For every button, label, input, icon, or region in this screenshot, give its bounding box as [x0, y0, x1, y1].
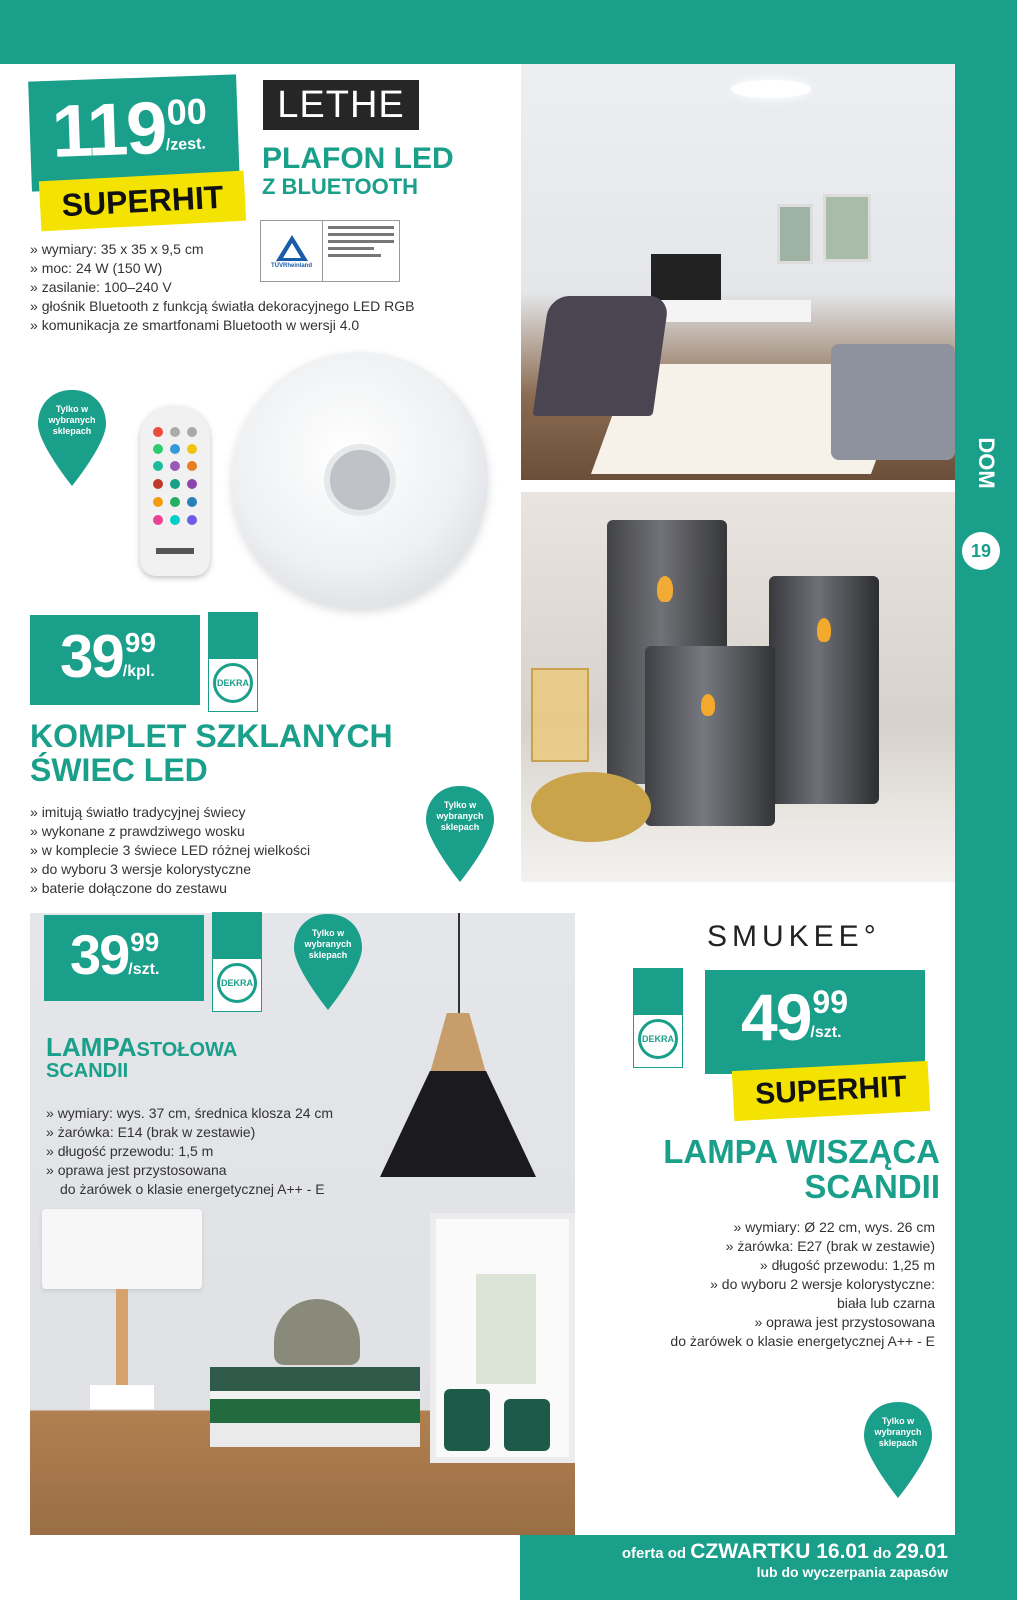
price-integer: 49 [741, 980, 811, 1054]
candle-small [645, 646, 775, 826]
product-title [262, 143, 454, 198]
tuv-label: TÜVRheinland [270, 263, 312, 269]
wall-art-2 [823, 194, 871, 262]
offer-line-2: lub do wyczerpania zapasów [756, 1564, 948, 1580]
title-bold: LAMPA [46, 1032, 137, 1062]
feature-item: » wymiary: 35 x 35 x 9,5 cm [30, 240, 500, 259]
feature-item: » żarówka: E14 (brak w zestawie) [46, 1123, 426, 1142]
price-unit: /kpl. [122, 663, 155, 680]
offer-end: 29.01 [895, 1540, 948, 1563]
offer-dates [520, 1540, 948, 1580]
pin-label: Tylko w wybranych sklepach [304, 928, 352, 960]
candle-right [769, 576, 879, 804]
living-room-photo [521, 64, 955, 480]
offer-to: do [872, 1545, 892, 1562]
feature-item: » długość przewodu: 1,5 m [46, 1142, 426, 1161]
ceiling-light [731, 80, 811, 98]
perfume-bottle [531, 668, 589, 762]
pendant-cord [458, 913, 460, 1013]
feature-item: » oprawa jest przystosowana [46, 1161, 426, 1180]
feature-list [30, 240, 500, 335]
dekra-label: DEKRA [213, 663, 253, 703]
feature-item: » wymiary: wys. 37 cm, średnica klosza 24 cm [46, 1104, 426, 1123]
feature-item: » do wyboru 2 wersje kolorystyczne: [595, 1275, 935, 1294]
feature-item: » długość przewodu: 1,25 m [595, 1256, 935, 1275]
product-title [30, 720, 393, 787]
dekra-certificate [208, 612, 258, 712]
feature-item: » oprawa jest przystosowana [595, 1313, 935, 1332]
title-line-1: KOMPLET SZKLANYCH [30, 718, 393, 754]
title-line-2: Z BLUETOOTH [262, 173, 419, 199]
feature-item: » imitują światło tradycyjnej świecy [30, 803, 450, 822]
feature-item: » wymiary: Ø 22 cm, wys. 26 cm [595, 1218, 935, 1237]
price-decimal: 99 [130, 927, 160, 957]
title-line-2: SCANDII [804, 1167, 940, 1205]
price-unit: /szt. [128, 961, 160, 978]
pendant-wood-top [430, 1013, 486, 1073]
title-line-1: LAMPA WISZĄCA [663, 1133, 940, 1170]
feature-item: » wykonane z prawdziwego wosku [30, 822, 450, 841]
availability-pin [292, 912, 364, 1004]
feature-item: » baterie dołączone do zestawu [30, 879, 450, 898]
page-number: 19 [962, 532, 1000, 570]
feature-continuation: biała lub czarna [836, 1295, 935, 1311]
feature-list-2 [595, 1313, 935, 1332]
remote-control-image [140, 406, 210, 576]
table-lamp-base [90, 1385, 154, 1409]
gold-leaf [531, 772, 651, 842]
offer-prefix: oferta od [621, 1545, 687, 1562]
feature-item: » żarówka: E27 (brak w zestawie) [595, 1237, 935, 1256]
smukee-logo: SMUKEE° [707, 920, 881, 953]
price-integer: 39 [70, 923, 129, 986]
books [210, 1367, 420, 1447]
clock [274, 1299, 360, 1365]
feature-item: » moc: 24 W (150 W) [30, 259, 500, 278]
price-integer: 39 [60, 623, 123, 690]
armchair [533, 296, 670, 416]
section-label: DOM [974, 437, 999, 489]
availability-pin [862, 1400, 934, 1492]
title-line-1: PLAFON LED [262, 142, 454, 175]
ceiling-lamp-image [232, 352, 488, 608]
pin-label: Tylko w wybranych sklepach [874, 1416, 922, 1448]
pin-label: Tylko w wybranych sklepach [436, 800, 484, 832]
superhit-badge: SUPERHIT [732, 1061, 930, 1121]
price-integer: 119 [50, 85, 167, 173]
price-decimal: 00 [165, 90, 208, 133]
feature-item: » do wyboru 3 wersje kolorystyczne [30, 860, 450, 879]
wall-art-1 [777, 204, 813, 264]
feature-list [595, 1218, 935, 1294]
offer-day: CZWARTKU 16.01 [690, 1540, 869, 1563]
dekra-certificate [633, 968, 683, 1068]
price-unit: /szt. [810, 1024, 842, 1041]
title-line-2: ŚWIEC LED [30, 751, 208, 788]
product-title [46, 1034, 237, 1082]
pin-label: Tylko w wybranych sklepach [48, 404, 96, 436]
dekra-label: DEKRA [638, 1019, 678, 1059]
price-tag-table-lamp [44, 915, 204, 1001]
speaker-grille [324, 444, 396, 516]
feature-item: » komunikacja ze smartfonami Bluetooth w wersji 4.0 [30, 316, 500, 335]
dekra-label: DEKRA [217, 963, 257, 1003]
glass-votive-1 [444, 1389, 490, 1451]
tv [651, 254, 721, 300]
candles-photo [521, 492, 955, 882]
price-tag-pendant-lamp [705, 970, 925, 1074]
feature-item: » w komplecie 3 świece LED różnej wielkości [30, 841, 450, 860]
price-decimal: 99 [124, 627, 156, 658]
map-pin-icon [36, 388, 108, 488]
availability-pin [36, 388, 108, 480]
title-line-2: SCANDII [46, 1060, 129, 1083]
feature-item: » zasilanie: 100–240 V [30, 278, 500, 297]
map-pin-icon [862, 1400, 934, 1500]
side-bar [955, 64, 1017, 1600]
top-bar [0, 0, 1017, 64]
product-title [600, 1135, 940, 1204]
remote-buttons-icon [148, 424, 202, 564]
price-tag-candles [30, 615, 200, 705]
availability-pin [424, 784, 496, 876]
price-decimal: 99 [812, 984, 849, 1020]
superhit-badge: SUPERHIT [39, 171, 246, 232]
sofa [831, 344, 955, 460]
table-lamp-shade [42, 1209, 202, 1289]
lethe-logo: LETHE [263, 80, 419, 130]
title-rest: STOŁOWA [136, 1039, 238, 1061]
feature-continuation: do żarówek o klasie energetycznej A++ - E [60, 1181, 325, 1197]
price-unit: /zest. [165, 135, 207, 154]
dekra-certificate [212, 912, 262, 1012]
feature-list [30, 803, 450, 898]
feature-continuation: do żarówek o klasie energetycznej A++ - E [670, 1333, 935, 1349]
feature-item: » głośnik Bluetooth z funkcją światła dekoracyjnego LED RGB [30, 297, 500, 316]
glass-votive-2 [504, 1399, 550, 1451]
map-pin-icon [424, 784, 496, 884]
map-pin-icon [292, 912, 364, 1012]
table-lamp-stem [116, 1289, 128, 1385]
feature-list [46, 1104, 426, 1180]
